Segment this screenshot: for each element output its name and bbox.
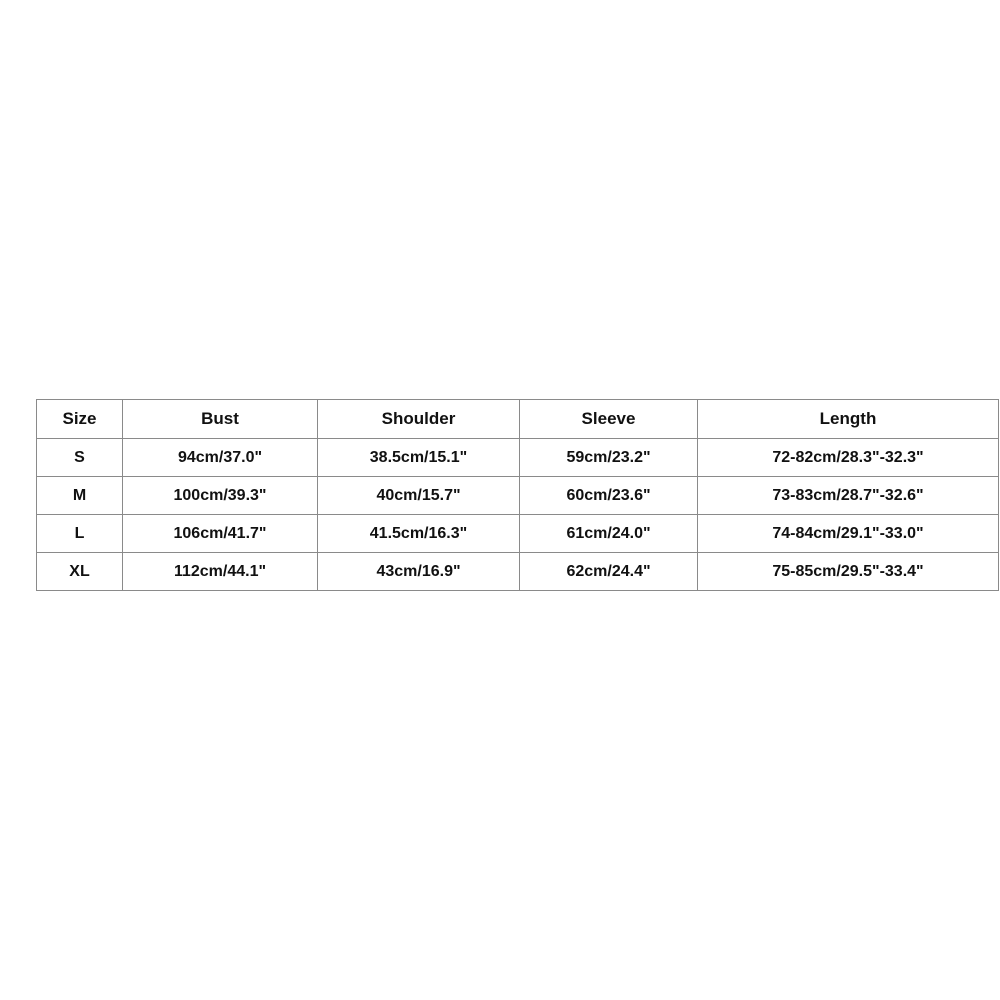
cell-length: 72-82cm/28.3"-32.3" [698,439,999,477]
table-row [37,515,999,553]
cell-shoulder: 43cm/16.9" [318,553,520,591]
table-row [37,553,999,591]
cell-length: 74-84cm/29.1"-33.0" [698,515,999,553]
cell-bust: 100cm/39.3" [123,477,318,515]
column-header-size: Size [37,400,123,439]
cell-size: L [37,515,123,553]
cell-length: 75-85cm/29.5"-33.4" [698,553,999,591]
header-row [37,400,999,439]
cell-shoulder: 40cm/15.7" [318,477,520,515]
column-header-sleeve: Sleeve [520,400,698,439]
cell-sleeve: 61cm/24.0" [520,515,698,553]
cell-size: XL [37,553,123,591]
cell-length: 73-83cm/28.7"-32.6" [698,477,999,515]
cell-sleeve: 60cm/23.6" [520,477,698,515]
cell-sleeve: 59cm/23.2" [520,439,698,477]
column-header-bust: Bust [123,400,318,439]
cell-bust: 112cm/44.1" [123,553,318,591]
cell-shoulder: 41.5cm/16.3" [318,515,520,553]
column-header-shoulder: Shoulder [318,400,520,439]
cell-size: S [37,439,123,477]
cell-shoulder: 38.5cm/15.1" [318,439,520,477]
cell-bust: 106cm/41.7" [123,515,318,553]
size-chart-table [36,399,999,591]
column-header-length: Length [698,400,999,439]
table-row [37,477,999,515]
table-row [37,439,999,477]
cell-sleeve: 62cm/24.4" [520,553,698,591]
cell-size: M [37,477,123,515]
cell-bust: 94cm/37.0" [123,439,318,477]
